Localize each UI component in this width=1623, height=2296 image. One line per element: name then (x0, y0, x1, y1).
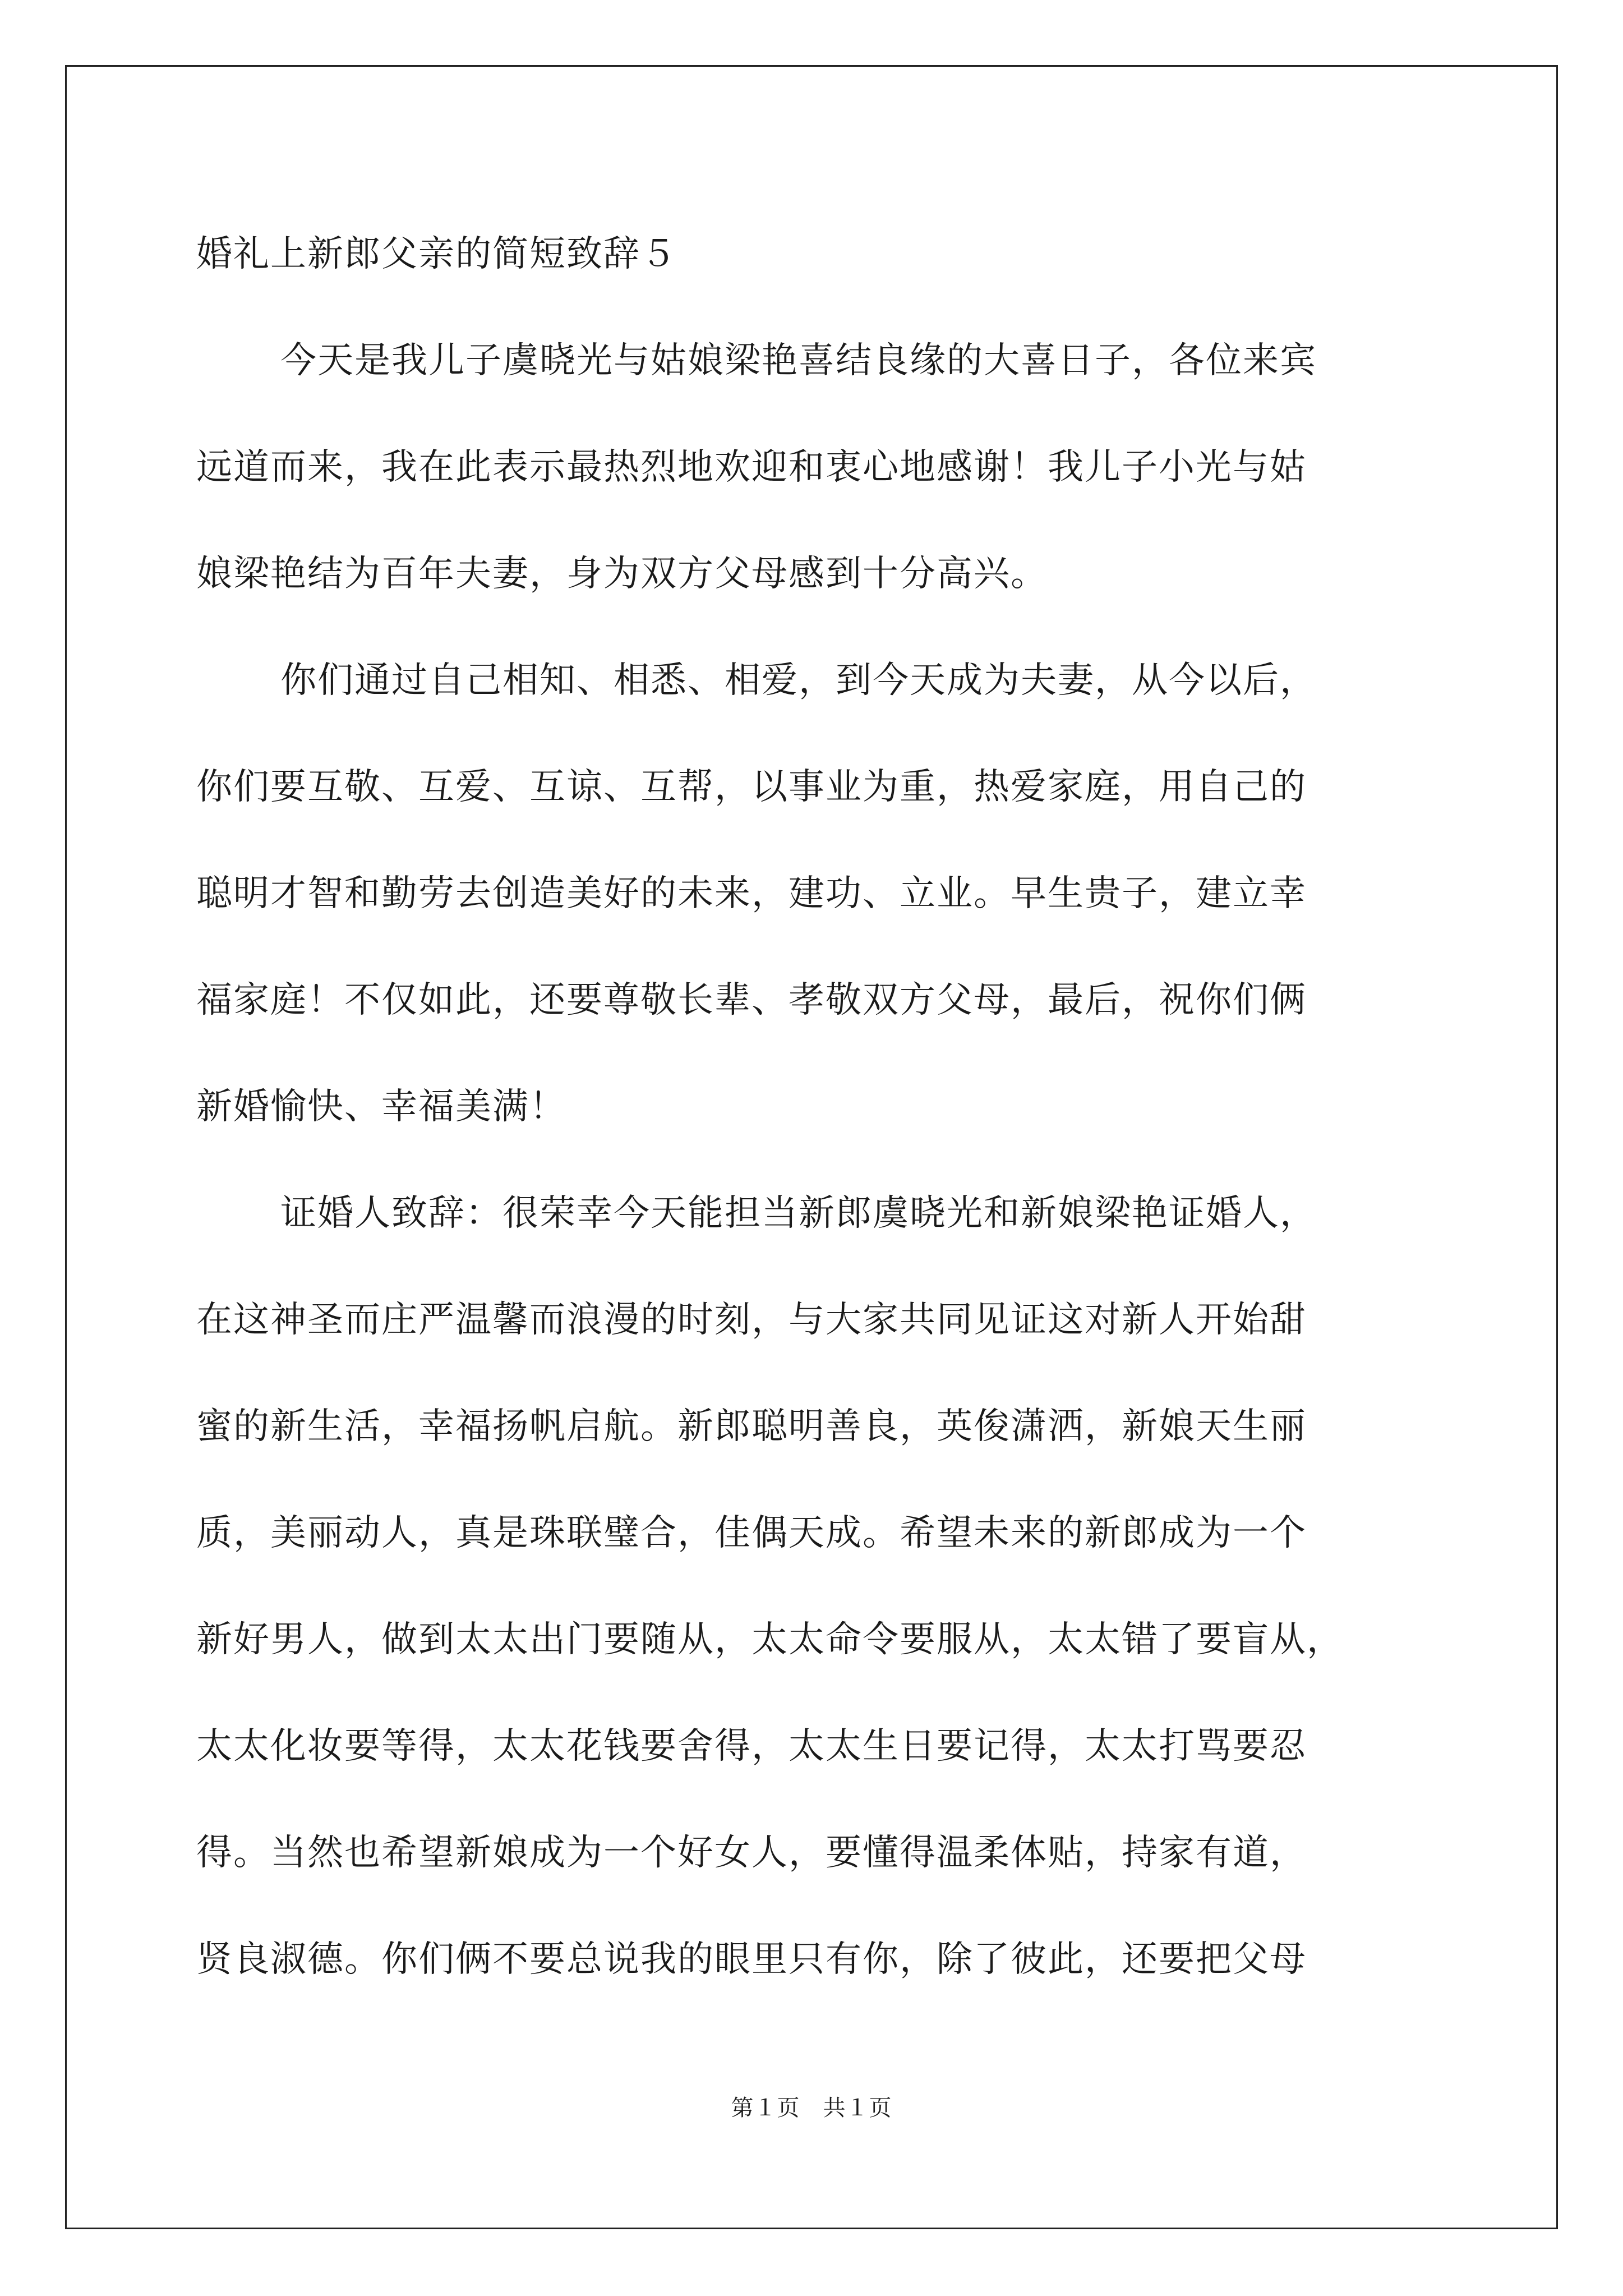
paragraph-3-line-4: 质，美丽动人，真是珠联璧合，佳偶天成。希望未来的新郎成为一个 (196, 1512, 1307, 1554)
paragraph-3-line-1: 证婚人致辞：很荣幸今天能担当新郎虞晓光和新娘梁艳证婚人， (280, 1193, 1317, 1234)
paragraph-2-line-3: 聪明才智和勤劳去创造美好的未来，建功、立业。早生贵子，建立幸 (196, 873, 1307, 914)
paragraph-2-line-1: 你们通过自己相知、相悉、相爱，到今天成为夫妻，从今以后， (280, 660, 1317, 701)
paragraph-1-line-2: 远道而来，我在此表示最热烈地欢迎和衷心地感谢！我儿子小光与姑 (196, 447, 1307, 488)
paragraph-2-line-5: 新婚愉快、幸福美满！ (196, 1086, 566, 1128)
paragraph-1-line-1: 今天是我儿子虞晓光与姑娘梁艳喜结良缘的大喜日子，各位来宾 (280, 340, 1317, 381)
paragraph-2-line-2: 你们要互敬、互爱、互谅、互帮，以事业为重，热爱家庭，用自己的 (196, 766, 1307, 808)
paragraph-3-line-3: 蜜的新生活，幸福扬帆启航。新郎聪明善良，英俊潇洒，新娘天生丽 (196, 1406, 1307, 1447)
paragraph-3-line-7: 得。当然也希望新娘成为一个好女人，要懂得温柔体贴，持家有道， (196, 1832, 1307, 1874)
paragraph-3-line-6: 太太化妆要等得，太太花钱要舍得，太太生日要记得，太太打骂要忍 (196, 1726, 1307, 1767)
paragraph-3-line-5: 新好男人，做到太太出门要随从，太太命令要服从，太太错了要盲从， (196, 1619, 1344, 1660)
document-title: 婚礼上新郎父亲的简短致辞５ (196, 233, 677, 275)
paragraph-2-line-4: 福家庭！不仅如此，还要尊敬长辈、孝敬双方父母，最后，祝你们俩 (196, 979, 1307, 1021)
paragraph-3-line-8: 贤良淑德。你们俩不要总说我的眼里只有你，除了彼此，还要把父母 (196, 1939, 1307, 1980)
page-footer: 第１页 共１页 (731, 2095, 892, 2121)
paragraph-1-line-3: 娘梁艳结为百年夫妻，身为双方父母感到十分高兴。 (196, 553, 1048, 595)
paragraph-3-line-2: 在这神圣而庄严温馨而浪漫的时刻，与大家共同见证这对新人开始甜 (196, 1299, 1307, 1341)
